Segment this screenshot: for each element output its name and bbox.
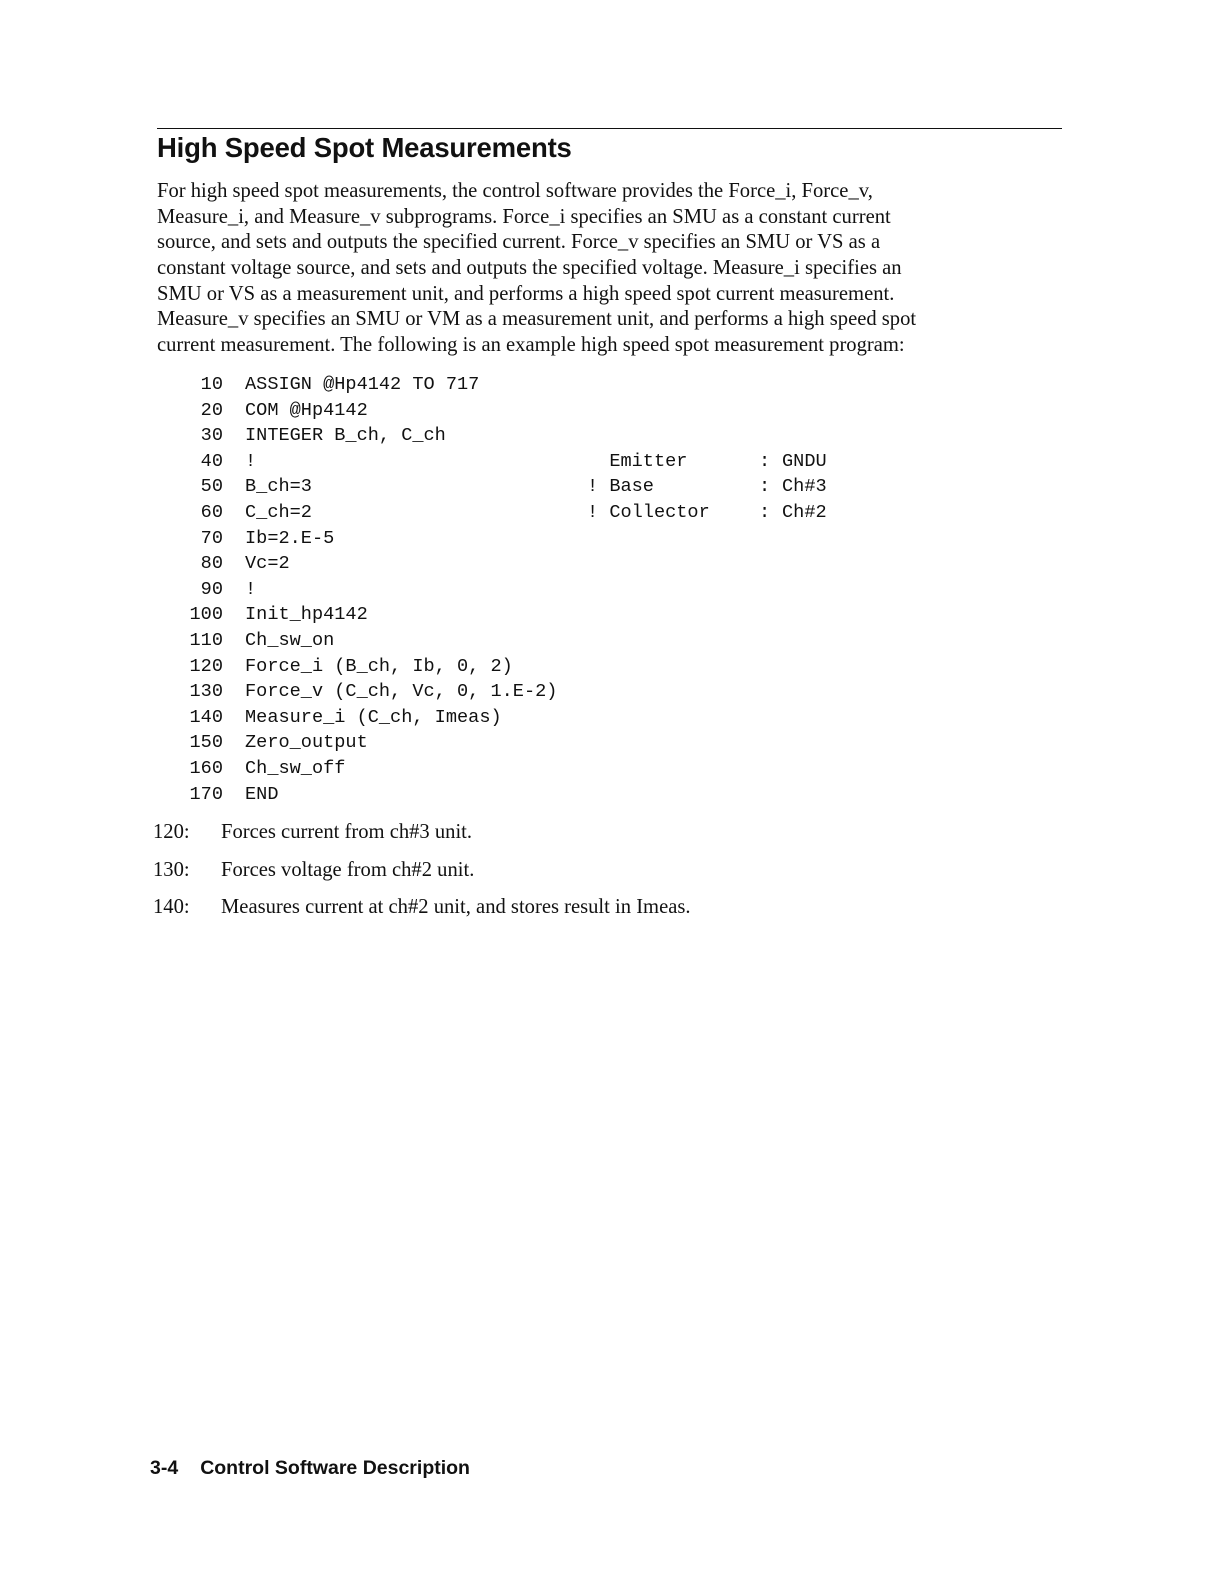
comment-colon: : [759, 501, 771, 523]
line-number: 130 [189, 681, 223, 703]
line-number: 70 [200, 527, 223, 549]
line-number: 90 [200, 578, 223, 600]
code-statement: Force_v (C_ch, Vc, 0, 1.E-2) [245, 681, 558, 703]
code-statement: Force_i (B_ch, Ib, 0, 2) [245, 655, 513, 677]
code-statement: COM @Hp4142 [245, 399, 368, 421]
line-number: 40 [200, 450, 223, 472]
code-statement: Zero_output [245, 732, 368, 754]
line-number: 140 [189, 706, 223, 728]
note-text: Measures current at ch#2 unit, and stores result in Imeas. [221, 896, 691, 918]
note-item [153, 856, 1053, 894]
code-statement: ! [245, 450, 257, 472]
comment-value: GNDU [782, 450, 827, 472]
line-number: 100 [189, 604, 223, 626]
line-number: 20 [200, 399, 223, 421]
line-number: 160 [189, 757, 223, 779]
line-number: 30 [200, 425, 223, 447]
page-number: 3-4 [150, 1457, 179, 1479]
note-item [153, 893, 1053, 931]
section-title: High Speed Spot Measurements [157, 132, 572, 163]
page-footer [150, 1457, 470, 1480]
line-number: 60 [200, 501, 223, 523]
line-number: 110 [189, 629, 223, 651]
code-statement: Measure_i (C_ch, Imeas) [245, 706, 502, 728]
intro-paragraph [157, 179, 1057, 359]
intro-line: Measure_v specifies an SMU or VM as a measurement unit, and performs a high speed spot [157, 308, 917, 331]
code-statement: Ch_sw_on [245, 629, 335, 651]
note-line-number: 130: [153, 858, 190, 881]
chapter-title: Control Software Description [200, 1457, 470, 1479]
code-statement: INTEGER B_ch, C_ch [245, 425, 446, 447]
code-comment: ! Base [587, 476, 654, 498]
intro-line: SMU or VS as a measurement unit, and performs a high speed spot current measurement. [157, 282, 895, 305]
code-statement: Ch_sw_off [245, 757, 346, 779]
code-statement: Ib=2.E-5 [245, 527, 335, 549]
comment-colon: : [759, 450, 771, 472]
code-statement: END [245, 783, 279, 805]
code-comment: ! Collector [587, 501, 710, 523]
code-statement: Vc=2 [245, 553, 290, 575]
line-notes [153, 818, 1053, 931]
intro-line: For high speed spot measurements, the control software provides the Force_i, Force_v, [157, 180, 873, 202]
code-statement: ! [245, 578, 257, 600]
comment-colon: : [759, 476, 771, 498]
line-number: 170 [189, 783, 223, 805]
comment-value: Ch#2 [782, 501, 827, 523]
note-line-number: 140: [153, 896, 190, 918]
intro-line: Measure_i, and Measure_v subprograms. Force_i specifies an SMU as a constant current [157, 205, 891, 228]
intro-line: constant voltage source, and sets and outputs the specified voltage. Measure_i specifies an [157, 257, 902, 280]
code-comment: Emitter [587, 450, 688, 472]
note-text: Forces voltage from ch#2 unit. [221, 858, 475, 881]
code-statement: Init_hp4142 [245, 604, 368, 626]
line-number: 120 [189, 655, 223, 677]
line-number: 150 [189, 732, 223, 754]
section-rule [157, 128, 1062, 129]
line-number: 80 [200, 553, 223, 575]
intro-line: source, and sets and outputs the specified current. Force_v specifies an SMU or VS as a [157, 231, 881, 254]
code-statement: ASSIGN @Hp4142 TO 717 [245, 374, 480, 395]
code-statement: C_ch=2 [245, 501, 312, 523]
code-statement: B_ch=3 [245, 476, 312, 498]
note-line-number: 120: [153, 821, 190, 843]
comment-value: Ch#3 [782, 476, 827, 498]
note-item [153, 818, 1053, 856]
intro-line: current measurement. The following is an example high speed spot measurement program: [157, 334, 905, 357]
line-number: 10 [200, 374, 223, 395]
line-number: 50 [200, 476, 223, 498]
note-text: Forces current from ch#3 unit. [221, 821, 473, 843]
